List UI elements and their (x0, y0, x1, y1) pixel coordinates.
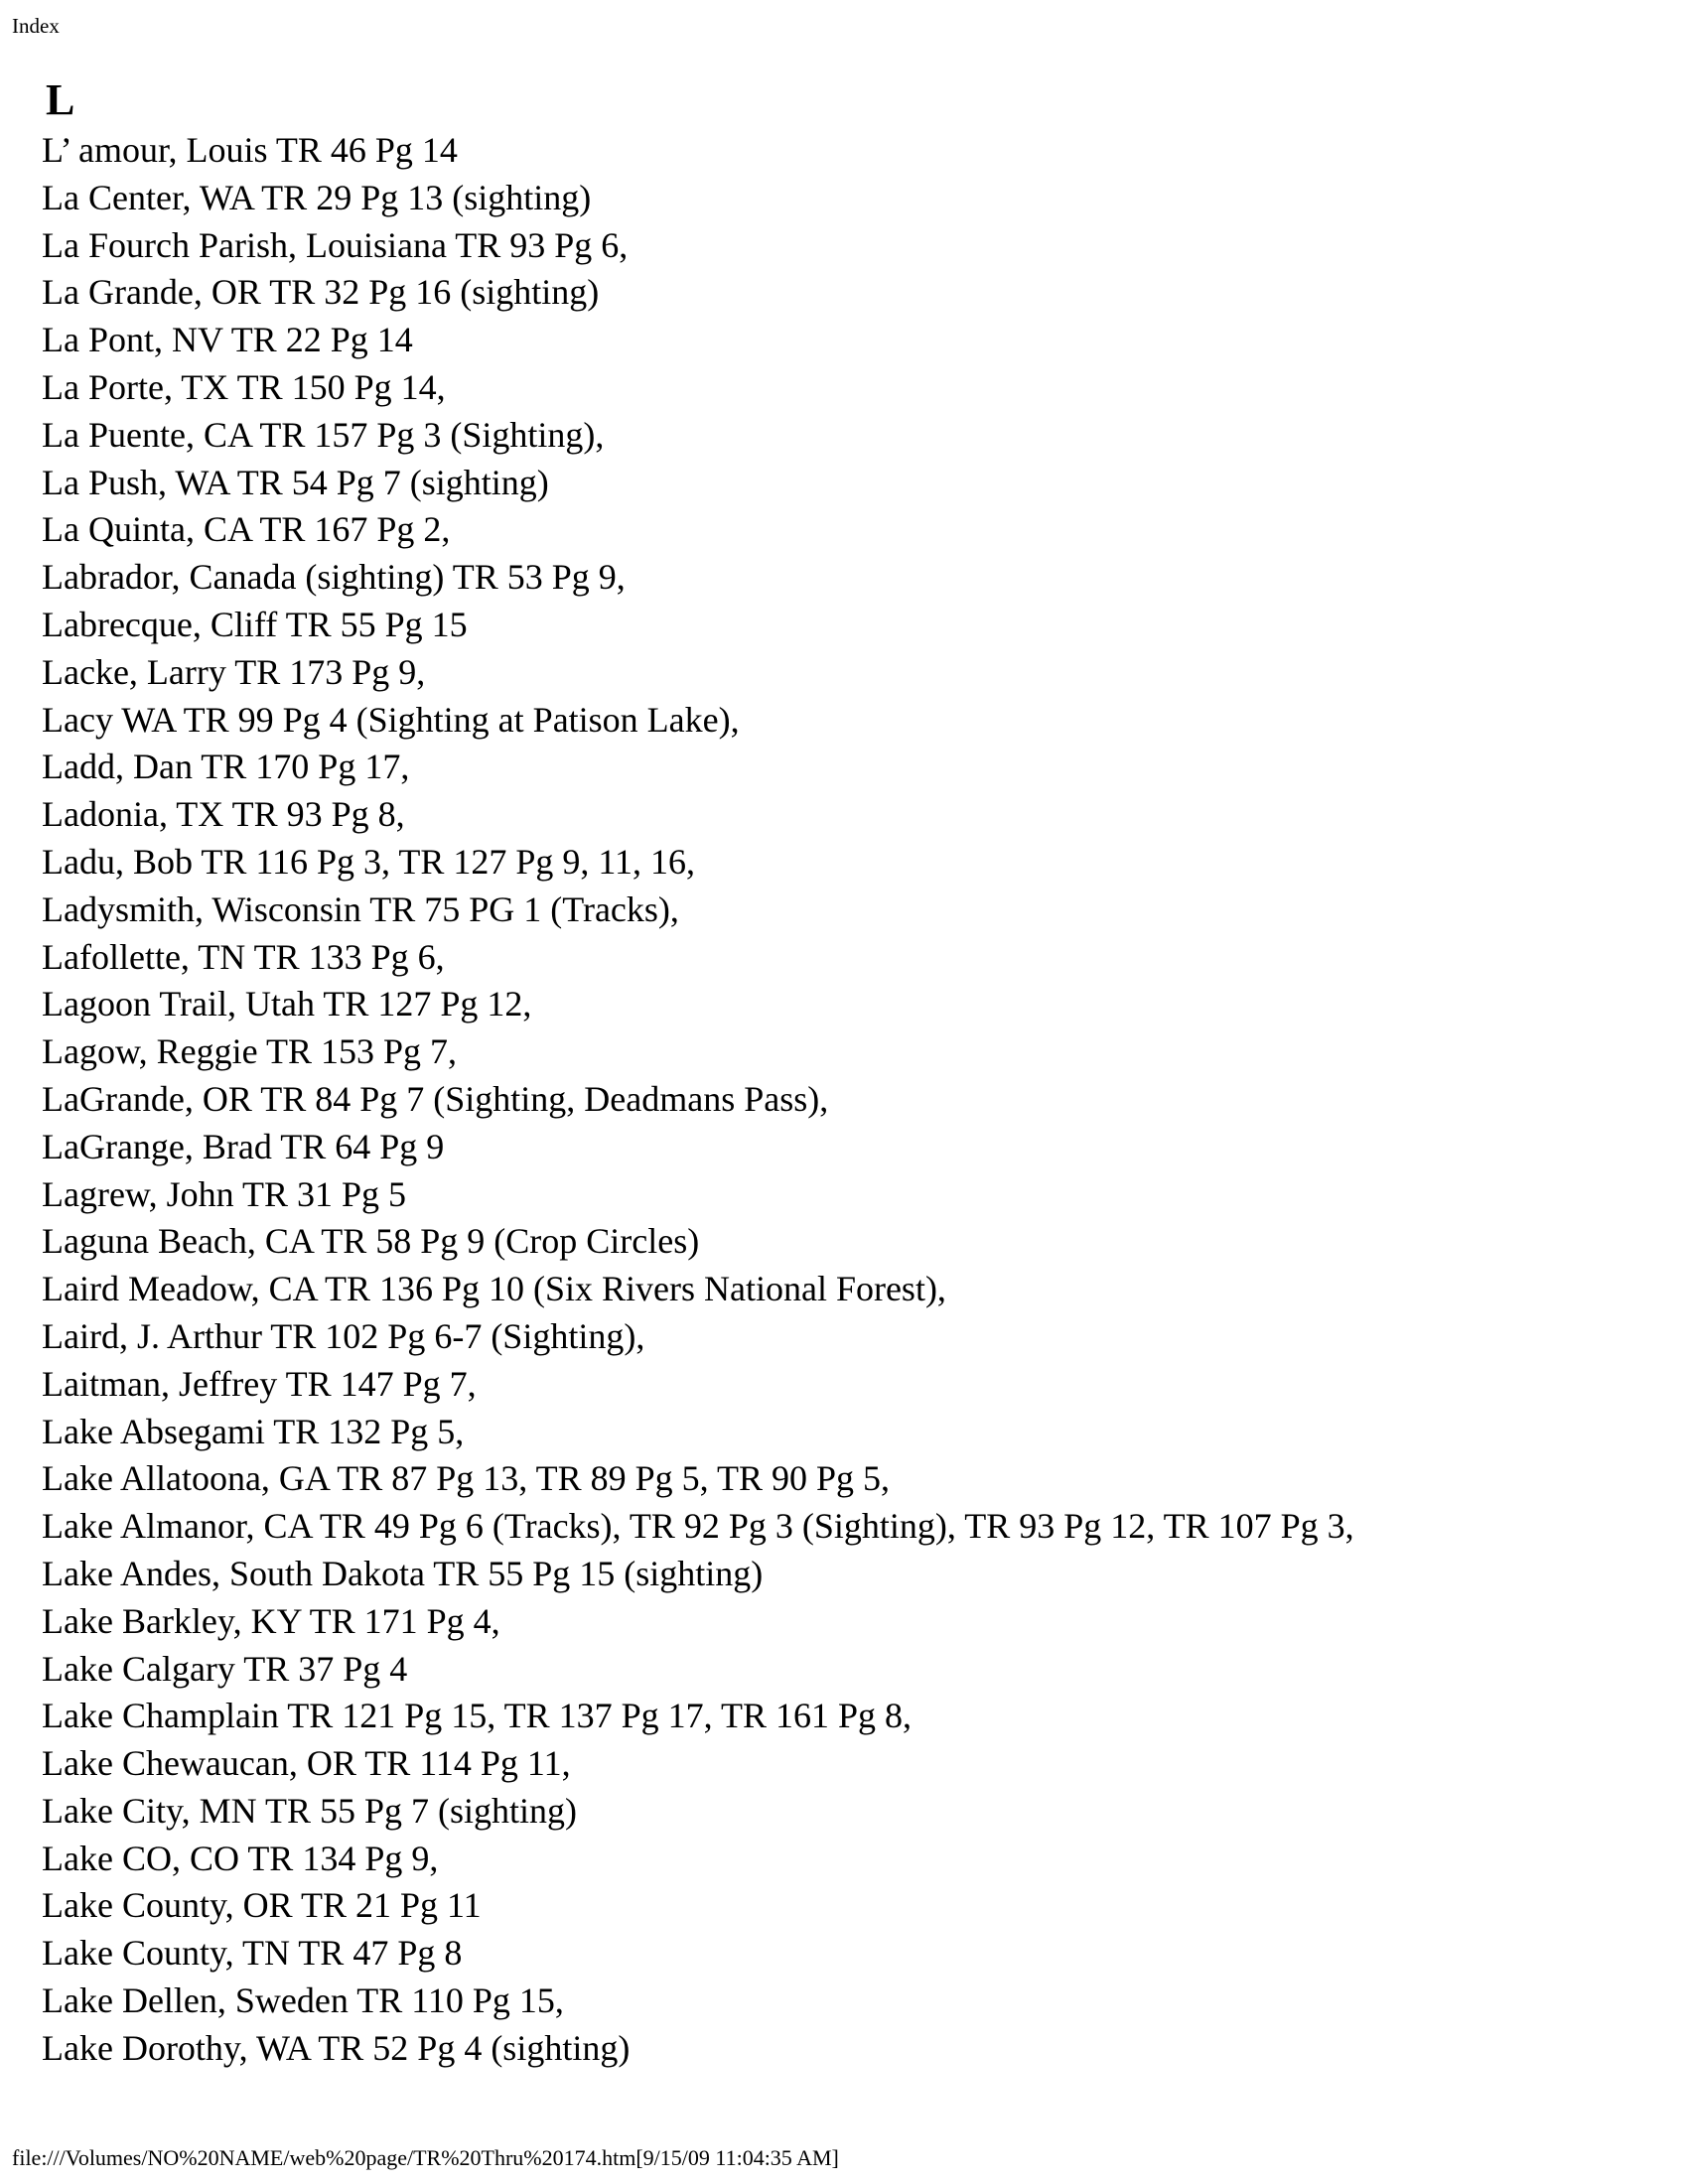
index-entry: La Push, WA TR 54 Pg 7 (sighting) (42, 462, 549, 502)
index-entry: La Pont, NV TR 22 Pg 14 (42, 320, 413, 360)
index-entry: Lake Chewaucan, OR TR 114 Pg 11, (42, 1743, 571, 1784)
index-entry: LaGrange, Brad TR 64 Pg 9 (42, 1126, 445, 1166)
page-footer-url: file:///Volumes/NO%20NAME/web%20page/TR%20Thru%20174.htm[9/15/09 11:04:35 AM] (12, 2145, 839, 2170)
index-entry: Lake Dorothy, WA TR 52 Pg 4 (sighting) (42, 2027, 631, 2068)
index-entry: Laird Meadow, CA TR 136 Pg 10 (Six Rivers National Forest), (42, 1269, 946, 1309)
index-entry: Laitman, Jeffrey TR 147 Pg 7, (42, 1363, 477, 1404)
index-entry: La Grande, OR TR 32 Pg 16 (sighting) (42, 272, 600, 313)
index-entry: L’ amour, Louis TR 46 Pg 14 (42, 130, 458, 170)
page-header: Index (12, 14, 60, 38)
index-entry: Lake County, TN TR 47 Pg 8 (42, 1933, 463, 1974)
index-entry-list (42, 127, 1650, 2073)
index-entry: Lafollette, TN TR 133 Pg 6, (42, 936, 445, 977)
index-entry: La Porte, TX TR 150 Pg 14, (42, 366, 446, 407)
section-letter-heading: L (46, 75, 75, 124)
index-entry: Labrador, Canada (sighting) TR 53 Pg 9, (42, 557, 626, 598)
index-entry: La Puente, CA TR 157 Pg 3 (Sighting), (42, 414, 605, 455)
index-entry: Lake Andes, South Dakota TR 55 Pg 15 (sighting) (42, 1553, 764, 1593)
index-entry: Lake CO, CO TR 134 Pg 9, (42, 1838, 439, 1878)
index-entry: Labrecque, Cliff TR 55 Pg 15 (42, 604, 468, 644)
index-entry: Lake City, MN TR 55 Pg 7 (sighting) (42, 1790, 577, 1831)
index-entry: Ladd, Dan TR 170 Pg 17, (42, 747, 410, 787)
index-entry: Lake County, OR TR 21 Pg 11 (42, 1885, 482, 1926)
index-entry: Lacy WA TR 99 Pg 4 (Sighting at Patison Lake), (42, 699, 740, 740)
index-entry: Lake Allatoona, GA TR 87 Pg 13, TR 89 Pg 5, TR 90 Pg 5, (42, 1458, 891, 1499)
index-entry: Ladu, Bob TR 116 Pg 3, TR 127 Pg 9, 11, 16, (42, 841, 696, 882)
index-entry: Lake Champlain TR 121 Pg 15, TR 137 Pg 17, TR 161 Pg 8, (42, 1696, 913, 1736)
index-entry: Lacke, Larry TR 173 Pg 9, (42, 651, 426, 692)
index-content (42, 73, 1650, 2073)
index-entry: Lake Almanor, CA TR 49 Pg 6 (Tracks), TR 92 Pg 3 (Sighting), TR 93 Pg 12, TR 107 Pg 3, (42, 1506, 1354, 1547)
index-entry: Lagow, Reggie TR 153 Pg 7, (42, 1031, 457, 1072)
index-entry: Lake Dellen, Sweden TR 110 Pg 15, (42, 1980, 564, 2021)
index-entry: La Center, WA TR 29 Pg 13 (sighting) (42, 177, 592, 217)
index-entry: Ladysmith, Wisconsin TR 75 PG 1 (Tracks), (42, 888, 679, 929)
index-entry: Laguna Beach, CA TR 58 Pg 9 (Crop Circles) (42, 1221, 700, 1262)
index-entry: Ladonia, TX TR 93 Pg 8, (42, 794, 405, 835)
index-entry: Lagoon Trail, Utah TR 127 Pg 12, (42, 984, 532, 1024)
index-entry: Lagrew, John TR 31 Pg 5 (42, 1173, 406, 1214)
index-entry: Lake Calgary TR 37 Pg 4 (42, 1648, 408, 1689)
index-entry: LaGrande, OR TR 84 Pg 7 (Sighting, Deadmans Pass), (42, 1078, 829, 1119)
index-entry: Laird, J. Arthur TR 102 Pg 6-7 (Sighting), (42, 1315, 645, 1356)
index-entry: La Fourch Parish, Louisiana TR 93 Pg 6, (42, 224, 629, 265)
index-entry: La Quinta, CA TR 167 Pg 2, (42, 509, 451, 550)
index-entry: Lake Absegami TR 132 Pg 5, (42, 1411, 465, 1451)
index-entry: Lake Barkley, KY TR 171 Pg 4, (42, 1600, 500, 1641)
